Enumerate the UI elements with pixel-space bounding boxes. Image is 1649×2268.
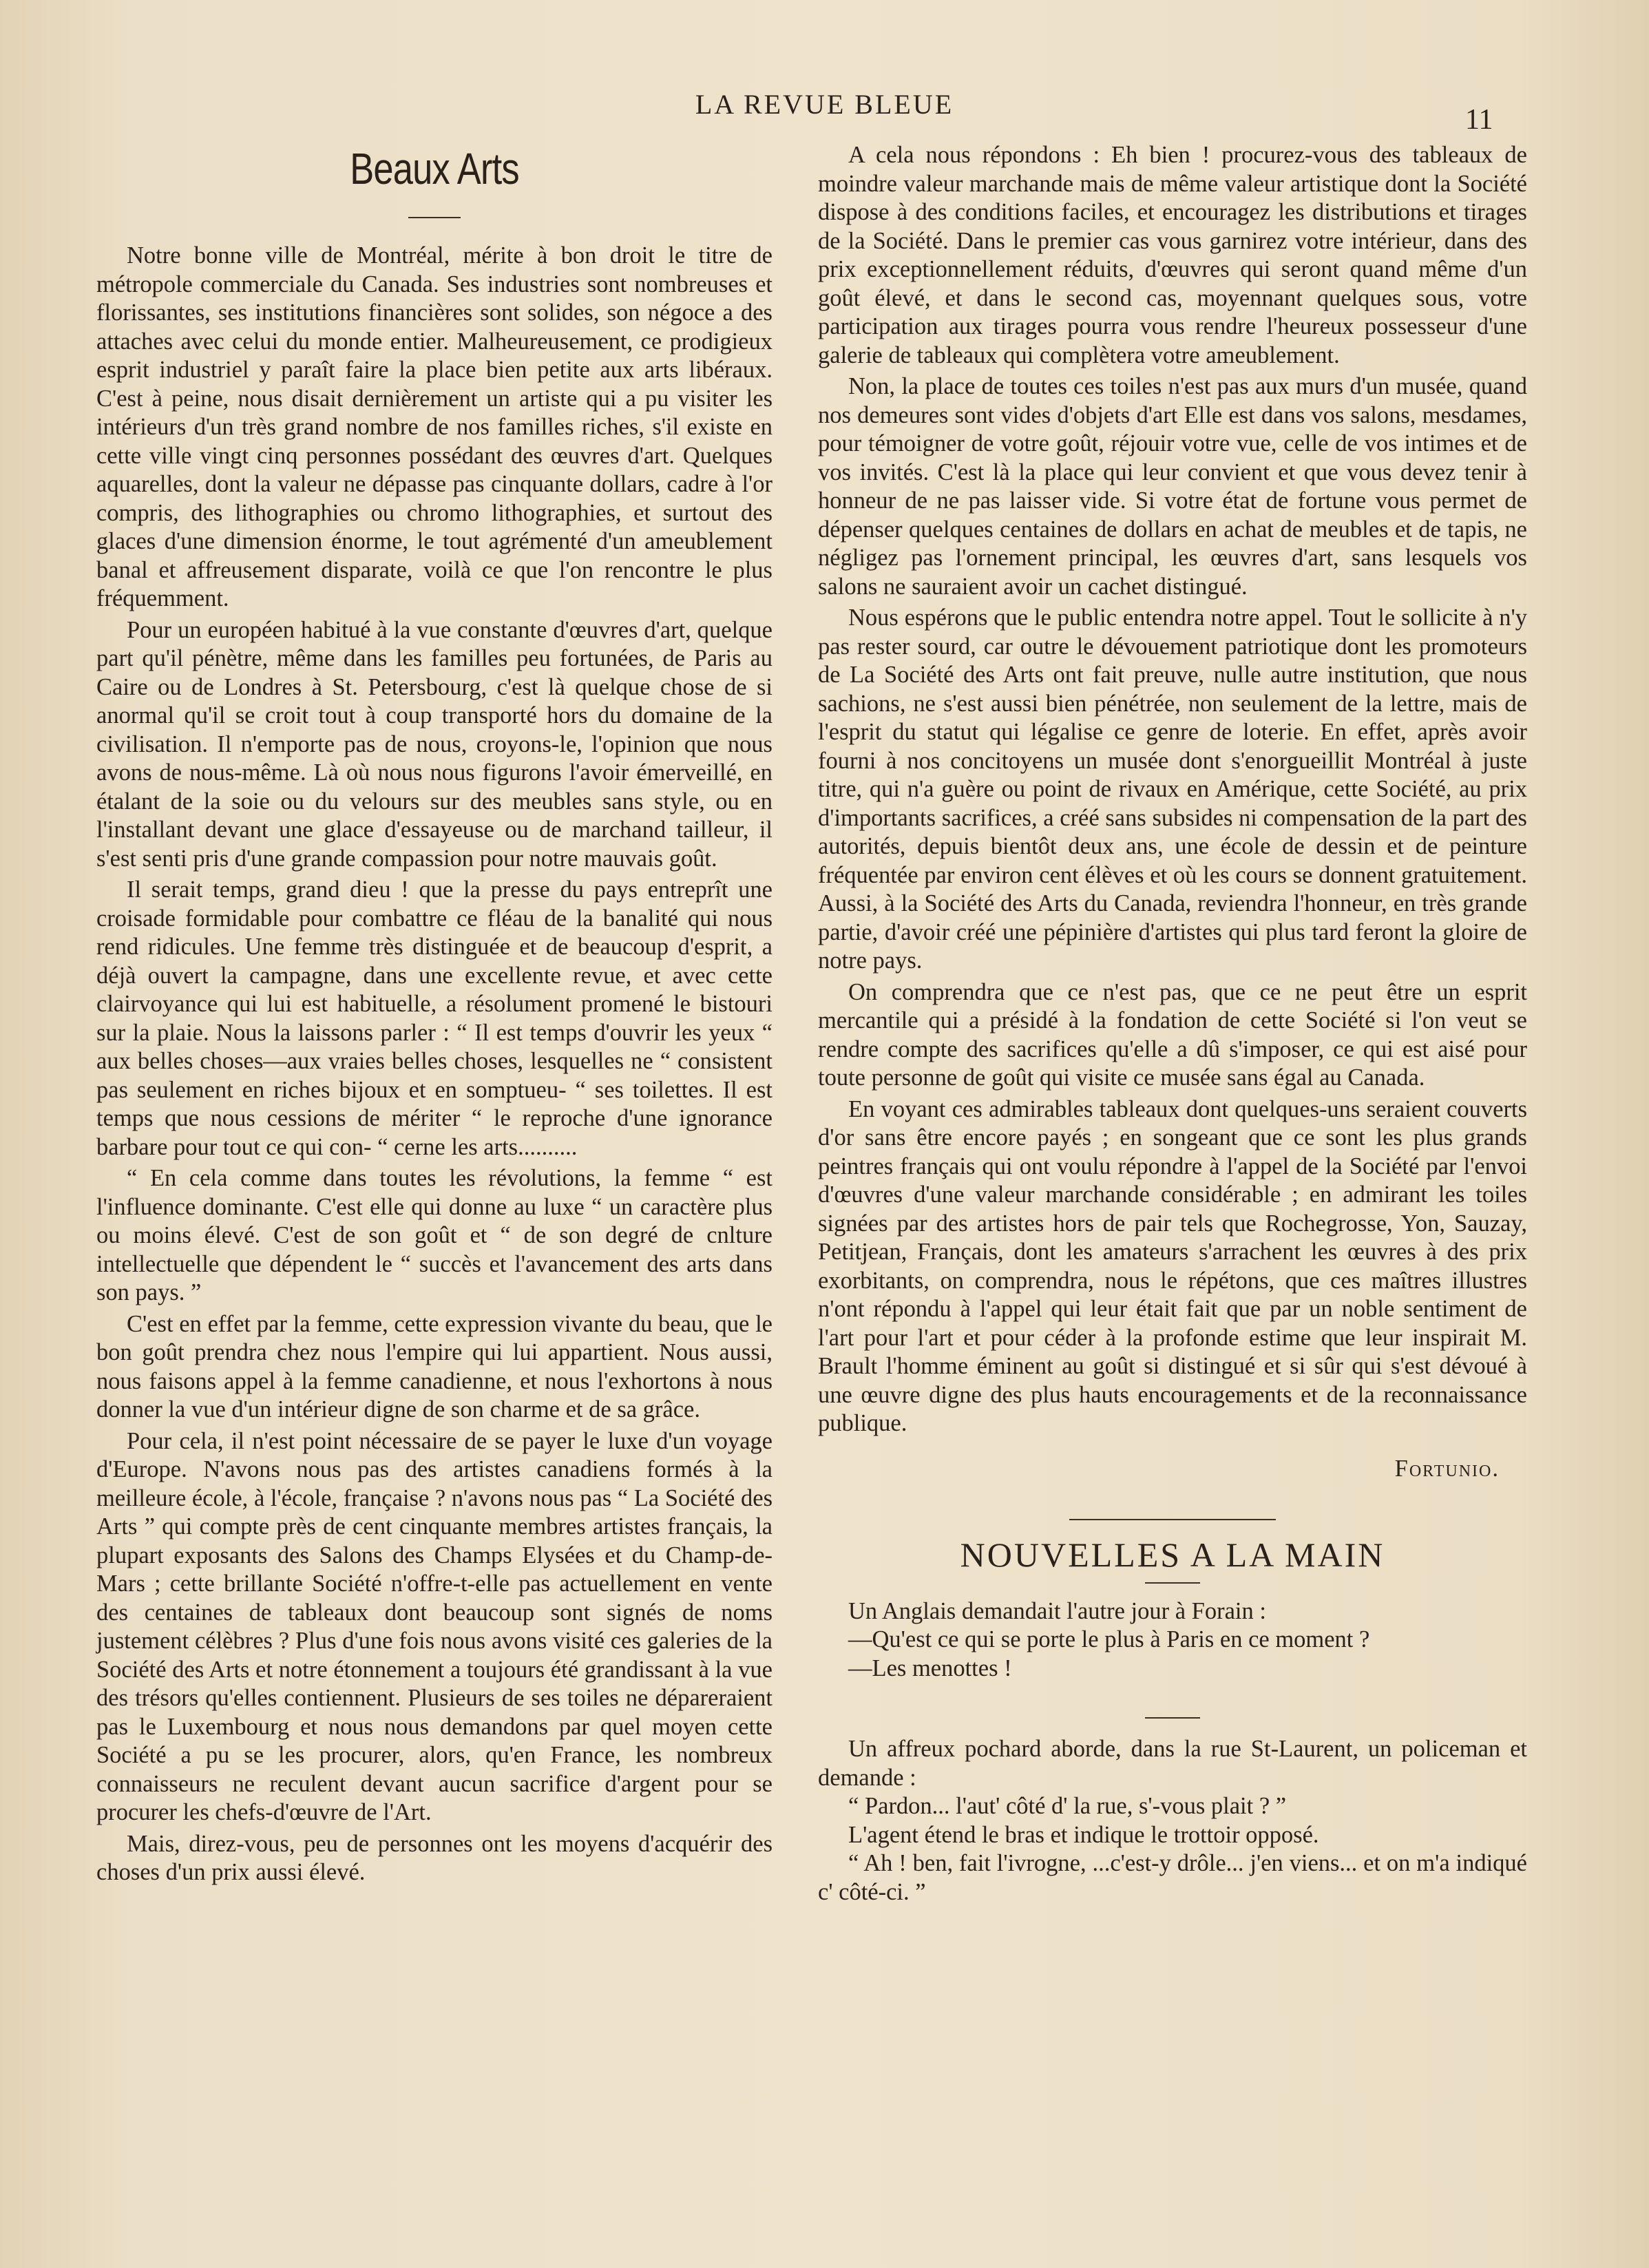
title-rule — [408, 217, 461, 218]
joke-line: Un Anglais demandait l'autre jour à Forain : — [848, 1597, 1266, 1624]
article-paragraph: Nous espérons que le public entendra notre appel. Tout le sollicite à n'y pas rester sourd, car outre le dévouement patriotique dont les promoteurs de La Société des Arts ont fait preuve, nulle autre institution, que nous sachions, ne s'est aussi bien pénétrée, non seulement de la lettre, mais de l'esprit du statut qui légalise ce genre de loterie. En effet, après avoir fourni à nos concitoyens un musée dont s'enorgueillit Montréal à juste titre, qui n'a guère ou point de rivaux en Amérique, cette Société, au prix d'importants sacrifices, a créé sans subsides ni compensation de la part des autorités, depuis bientôt deux ans, une école de dessin et de peinture fréquentée par environ cent élèves et où les cours se donnent gratuitement. Aussi, à la Société des Arts du Canada, reviendra l'honneur, en très grande partie, d'avoir créé une pépinière d'artistes qui plus tard feront la gloire de notre pays. — [818, 605, 1527, 974]
joke-divider — [1145, 1717, 1200, 1719]
nouvelles-title-rule — [1145, 1582, 1200, 1584]
left-column — [96, 141, 773, 1887]
article-paragraph: A cela nous répondons : Eh bien ! procurez-vous des tableaux de moindre valeur marchande mais de même valeur artistique dont la Société dispose à des conditions faciles, et encouragez les distributions et tirages de la Société. Dans le premier cas vous garnirez votre intérieur, dans des prix exceptionnellement réduits, d'œuvres qui seront quand même d'un goût élevé, et dans le second cas, moyennant quelques sous, votre participation aux tirages pourra vous rendre l'heureux possesseur d'une galerie de tableaux qui complètera votre ameublement. — [818, 142, 1527, 368]
page-number: 11 — [1465, 104, 1493, 136]
author-signature: Fortunio. — [1394, 1455, 1500, 1482]
right-column — [818, 141, 1527, 1941]
article-paragraph: Il serait temps, grand dieu ! que la presse du pays entreprît une croisade formidable pour combattre ce fléau de la banalité qui nous rend ridicules. Une femme très distinguée et de beaucoup d'esprit, a déjà ouvert la campagne, dans une excellente revue, et avec cette clairvoyance qui lui est habituelle, a résolument promené le bistouri sur la plaie. Nous la laissons parler : “ Il est temps d'ouvrir les yeux “ aux belles choses—aux vraies belles choses, lesquelles ne “ consistent pas seulement en riches bijoux et en somptueu- “ ses toilettes. Il est temps que nous cessions de mériter “ le reproche d'une ignorance barbare pour tout ce qui con- “ cerne les arts.......... — [96, 876, 773, 1160]
joke-line: “ Ah ! ben, fait l'ivrogne, ...c'est-y drôle... j'en viens... et on m'a indiqué c' côté-ci. ” — [818, 1850, 1527, 1905]
joke-line: L'agent étend le bras et indique le trottoir opposé. — [848, 1821, 1319, 1848]
article-quote-paragraph: “ En cela comme dans toutes les révolutions, la femme “ est l'influence dominante. C'est elle qui donne au luxe “ un caractère plus ou moins élevé. C'est de son goût et “ de son degré de cnlture intellectuelle que dépendent le “ succès et l'avancement des arts dans son pays. ” — [96, 1165, 773, 1305]
joke-item — [818, 1597, 1527, 1683]
joke-line: —Les menottes ! — [848, 1655, 1012, 1681]
article-paragraph: Non, la place de toutes ces toiles n'est pas aux murs d'un musée, quand nos demeures sont vides d'objets d'art Elle est dans vos salons, mesdames, pour témoigner de votre goût, réjouir votre vue, celle de vos intimes et de vos invités. C'est là la place qui leur convient et que vous devez tenir à honneur de ne pas laisser vide. Si votre état de fortune vous permet de dépenser quelques centaines de dollars en achat de meubles et de tapis, ne négligez pas l'ornement principal, les œuvres d'art, sans lesquels vos salons ne sauraient avoir un cachet distingué. — [818, 373, 1527, 600]
article-paragraph: Pour un européen habitué à la vue constante d'œuvres d'art, quelque part qu'il pénètre, même dans les familles peu fortunées, de Paris au Caire ou de Londres à St. Petersbourg, c'est là quelque chose de si anormal qu'il se croit tout à coup transporté hors du domaine de la civilisation. Il n'emporte pas de nous, croyons-le, l'opinion que nous avons de nous-même. Là où nous nous figurons l'avoir émerveillé, en étalant de la soie ou du velours sur des meubles sans style, ou en l'installant devant une glace d'essayeuse ou de marchand tailleur, il s'est senti pris d'une grande compassion pour notre mauvais goût. — [96, 616, 773, 872]
article-paragraph: Mais, direz-vous, peu de personnes ont les moyens d'acquérir des choses d'un prix aussi élevé. — [96, 1830, 773, 1885]
joke-item — [818, 1735, 1527, 1907]
article-paragraph: En voyant ces admirables tableaux dont quelques-uns seraient couverts d'or sans être encore payés ; en songeant que ce sont les plus grands peintres français qui ont voulu répondre à l'appel de la Société par l'envoi d'œuvres d'une valeur marchande considérable ; en admirant les toiles signées par des artistes hors de pair tels que Rochegrosse, Yon, Sauzay, Petitjean, Français, dont les amateurs s'arrachent les œuvres à des prix exorbitants, on comprendra, nous le répétons, que ces maîtres illustres n'ont répondu à l'appel qui leur était fait que par un noble sentiment de l'art pour l'art et pour céder à la profonde estime que leur inspirait M. Brault l'homme éminent au goût si distingué et si sûr qui s'est dévoué à une œuvre digne des plus hauts encouragements et de la reconnaissance publique. — [818, 1095, 1527, 1436]
article-title: Beaux Arts — [350, 144, 519, 193]
section-divider — [1069, 1519, 1276, 1520]
nouvelles-title: NOUVELLES A LA MAIN — [960, 1535, 1385, 1574]
joke-line: Un affreux pochard aborde, dans la rue St-Laurent, un policeman et demande : — [818, 1736, 1527, 1791]
joke-line: “ Pardon... l'aut' côté d' la rue, s'-vous plait ? ” — [848, 1793, 1287, 1819]
article-paragraph: Notre bonne ville de Montréal, mérite à bon droit le titre de métropole commerciale du Canada. Ses industries sont nombreuses et florissantes, ses institutions financières sont solides, son négoce a des attaches avec celui du monde entier. Malheureusement, ce prodigieux esprit industriel y paraît faire la place bien petite aux arts libéraux. C'est à peine, nous disait dernièrement un artiste qui a pu visiter les intérieurs d'un très grand nombre de nos familles riches, s'il existe en cette ville vingt cinq personnes possédant des œuvres d'art. Quelques aquarelles, dont la valeur ne dépasse pas cinquante dollars, cadre à l'or compris, des lithographies ou chromo lithographies, et surtout des glaces d'une dimension énorme, le tout agrémenté d'un ameublement banal et affreusement disparate, voilà ce que l'on rencontre le plus fréquemment. — [96, 242, 773, 611]
running-title: LA REVUE BLEUE — [695, 89, 954, 120]
article-paragraph: C'est en effet par la femme, cette expression vivante du beau, que le bon goût prendra chez nous l'empire qui lui appartient. Nous aussi, nous faisons appel à la femme canadienne, et nous l'exhortons à nous donner la vue d'un intérieur digne de son charme et de sa grâce. — [96, 1310, 773, 1422]
article-paragraph: On comprendra que ce n'est pas, que ce ne peut être un esprit mercantile qui a présidé à la fondation de cette Société si l'on veut se rendre compte des sacrifices qu'elle a dû s'imposer, ce qui est aisé pour toute personne de goût qui visite ce musée sans égal au Canada. — [818, 978, 1527, 1091]
article-paragraph: Pour cela, il n'est point nécessaire de se payer le luxe d'un voyage d'Europe. N'avons nous pas des artistes canadiens formés à la meilleure école, à l'école, française ? n'avons nous pas “ La Société des Arts ” qui compte près de cent cinquante membres artistes français, la plupart exposants des Salons des Champs Elysées et du Champ-de-Mars ; cette brillante Société n'offre-t-elle pas actuellement en vente des centaines de tableaux dont beaucoup sont signés de noms justement célèbres ? Plus d'une fois nous avons visité ces galeries de la Société des Arts et notre étonnement a toujours été grandissant à la vue des trésors qu'elles contiennent. Plusieurs de ses toiles ne dépareraient pas le Luxembourg et nous nous demandons par quel moyen cette Société a pu se les procurer, alors, qu'en France, les nombreux connaisseurs ne reculent devant aucun sacrifice d'argent pour se procurer les chefs-d'œuvre de l'Art. — [96, 1427, 773, 1825]
joke-line: —Qu'est ce qui se porte le plus à Paris en ce moment ? — [848, 1626, 1370, 1652]
